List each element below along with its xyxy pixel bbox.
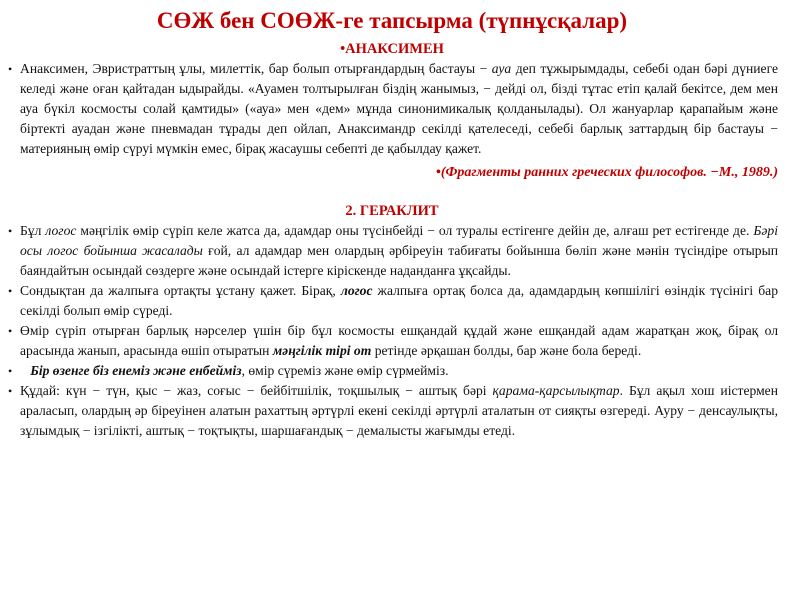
paragraph-heraclitus-4: • Бір өзенге біз енеміз және енбейміз, өмір сүреміз және өмір сүрмейміз. xyxy=(6,361,778,381)
bullet-icon: • xyxy=(8,364,13,378)
section-heading-heraclitus: 2. ГЕРАКЛИТ xyxy=(345,203,439,219)
paragraph-heraclitus-2: • Сондықтан да жалпыға ортақты ұстану қажет. Бірақ, логос жалпыға ортақ болса да, адамдардың көпшілігі өзіндік түсінігі бар секілді болып өмір сүреді. xyxy=(8,283,779,318)
bullet-icon: • xyxy=(8,224,13,238)
paragraph-heraclitus-1: • Бұл логос мәңгілік өмір сүріп келе жатса да, адамдар оны түсінбейді − ол туралы естігенге дейін де, алғаш рет естігенде де. Бәрі осы логос бойынша жасалады ғой, ал адамдар мен олардың әрбіреуін табиғаты бойынша бөліп және мәнін түсіндіре отырып баяндайтын осындай сөздерге және осындай істерге кіріскенде наданданға ұқсайды. xyxy=(8,223,778,278)
bullet-icon: • xyxy=(8,284,13,298)
bullet-icon: • xyxy=(435,165,441,180)
source-citation: •(Фрагменты ранних греческих философов. −М., 1989.) xyxy=(435,165,778,180)
section-heading-anaximenes: •АНАКСИМЕН xyxy=(340,41,444,57)
paragraph-heraclitus-3: • Өмір сүріп отырған барлық нәрселер үшін бір бұл космосты ешқандай құдай және ешқандай адам жаратқан жоқ, бірақ ол арасында жанып, арасында өшіп отыратын мәңгілік тірі от ретінде әрқашан болды, бар және бола береді. xyxy=(8,323,778,358)
page-title: СӨЖ бен СОӨЖ-ге тапсырма (түпнұсқалар) xyxy=(156,8,628,33)
bullet-icon: • xyxy=(8,324,13,338)
bullet-icon: • xyxy=(8,62,13,76)
paragraph-heraclitus-5: • Құдай: күн − түн, қыс − жаз, соғыс − бейбітшілік, тоқшылық − аштық бәрі қарама-қарсылықтар. Бұл ақыл хош иістермен араласып, олардың әр біреуінен алатын рахаттың әртүрлі екені секілді әртүрлі аталатын от сияқты өзгереді. Ауру − денсаулықты, зұлымдық − ізгілікті, аштық − тоқтықты, шаршағандық − демалысты жағымды етеді. xyxy=(8,383,778,438)
bullet-icon: • xyxy=(8,384,13,398)
paragraph-anaximenes: • Анаксимен, Эвристраттың ұлы, милеттік, бар болып отырғандардың бастауы − ауа деп тұжырымдады, себебі одан бәрі дүниеге келеді және оған қайтадан ыдырайды. «Ауамен толтырылған біздің жанымыз, − дейді ол, бізді тұтас етіп қалай бекітсе, дем мен ауа бүкіл космосты солай қамтиды» («ауа» мен «дем» мұнда синонимикалық қолданылады). Ол жануарлар қарапайым және біртекті ауадан және пневмадан тұрады деп ойлап, Анаксимандр секілді қателеседі, себебі барлық заттардың бір бастауы − материяның өмір сүруі мүмкін емес, бірақ жасаушы себепті де қабылдау қажет. xyxy=(8,61,779,156)
